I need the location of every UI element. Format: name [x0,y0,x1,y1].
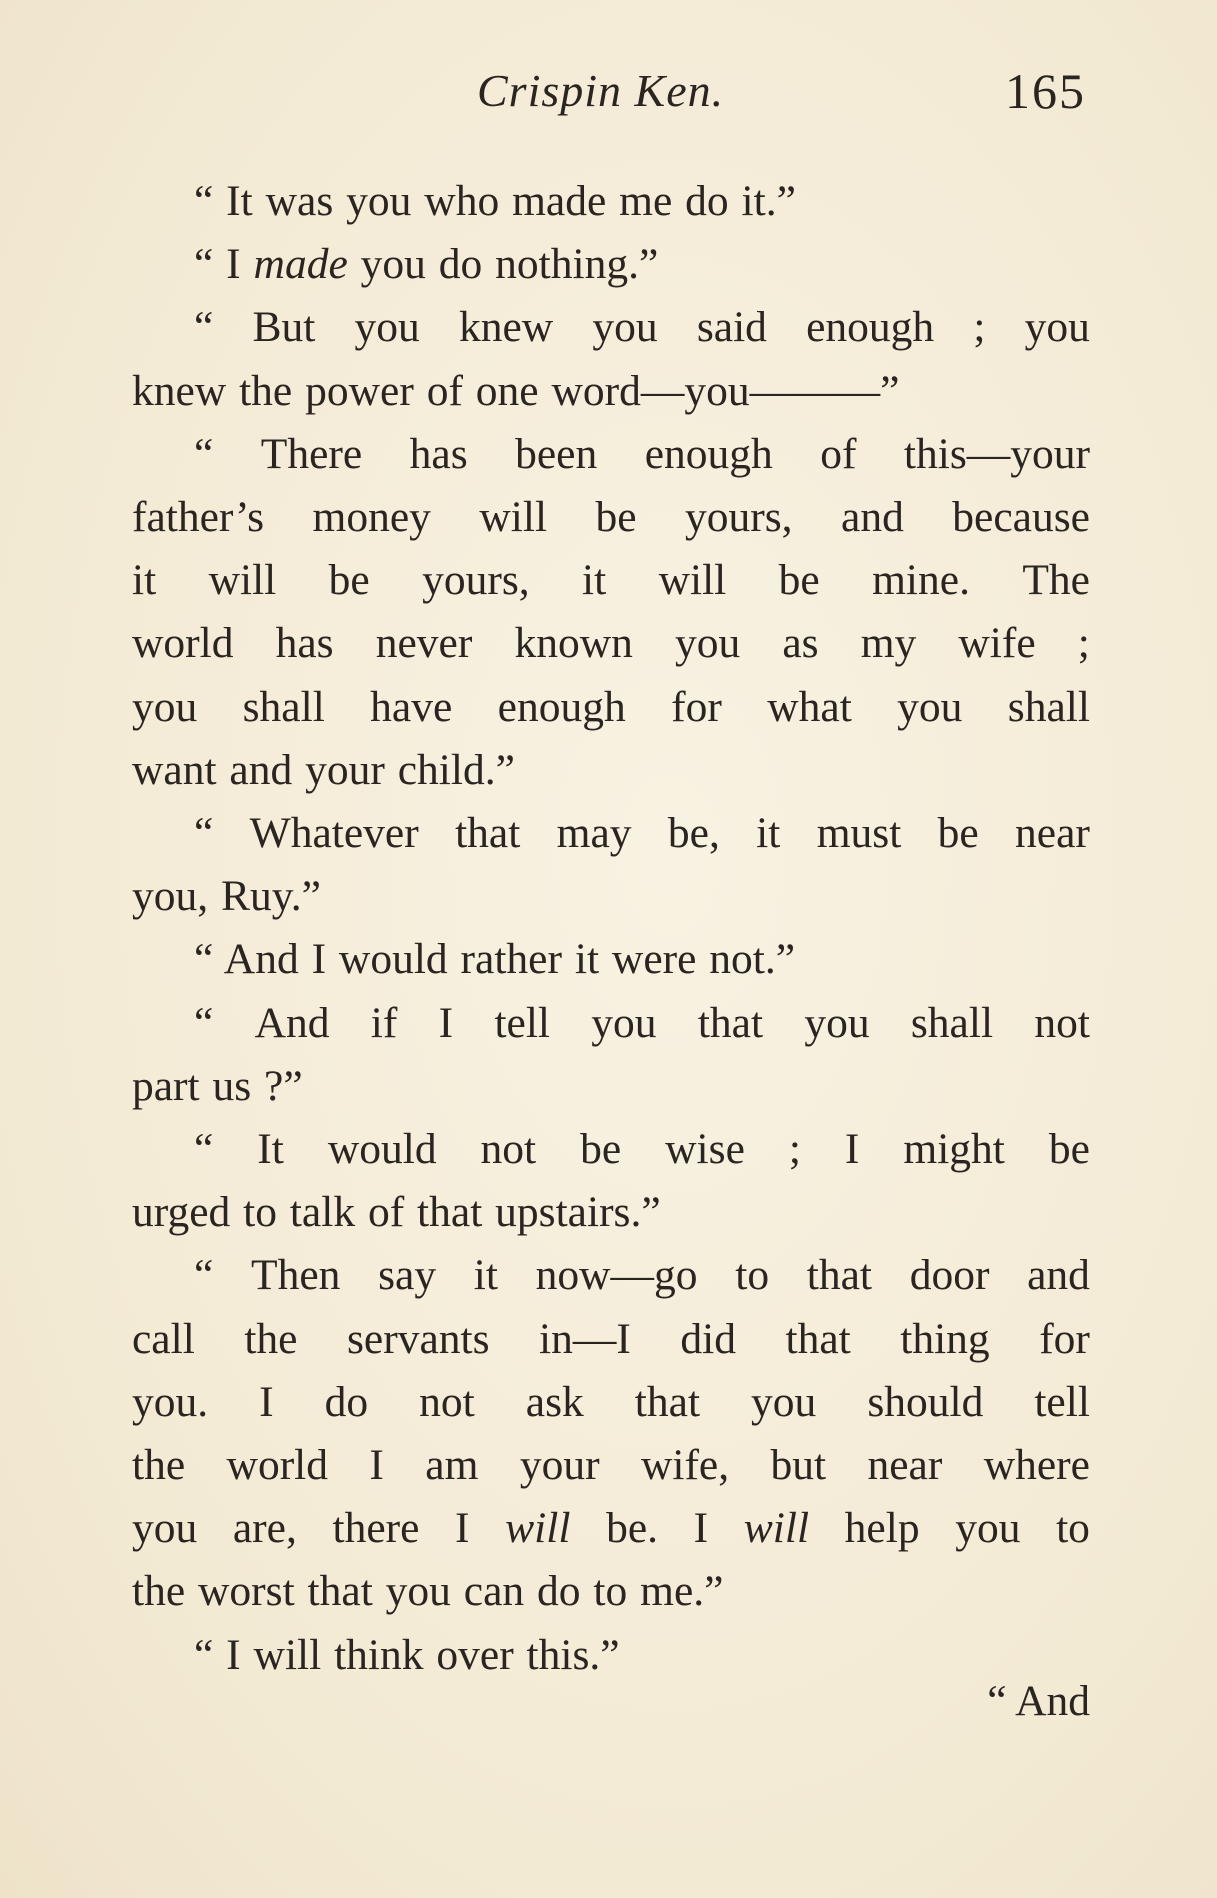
word: will [479,493,548,542]
word: to [1056,1504,1090,1553]
word: the [244,1314,298,1363]
word: that [634,1377,701,1426]
word: be [328,556,370,605]
word: you [955,1504,1021,1553]
text-line [132,1497,1090,1560]
text-line [132,1055,1090,1118]
line-text: “ I will think over this.” [194,1630,620,1679]
word: you [751,1377,817,1426]
word: that [697,998,764,1047]
word: knew [458,303,554,352]
text-line [132,1244,1090,1307]
word: ; [973,303,986,352]
word: if [370,998,398,1047]
page-number: 165 [1005,63,1086,119]
line-text: want and your child.” [132,745,515,794]
word: I [438,998,454,1047]
text-line [132,1434,1090,1497]
word: not [419,1377,475,1426]
text-line [132,486,1090,549]
word: world [132,619,234,668]
word: call [132,1314,195,1363]
line-text: “ I made you do nothing.” [194,240,659,289]
line-text: “ And I would rather it were not.” [194,935,796,984]
word: be [580,1125,622,1174]
text-line [132,802,1090,865]
word: the [132,1441,186,1490]
word: tell [494,998,551,1047]
word: shall [242,682,325,731]
text-line [132,676,1090,739]
word: it [756,809,781,858]
line-text: urged to talk of that upstairs.” [132,1188,661,1237]
word: be. [606,1504,659,1553]
text-line [132,1624,1090,1687]
text-line [132,549,1090,612]
word: enough [644,429,773,478]
word: that [806,1251,872,1300]
word: “ [194,998,214,1047]
word: that [785,1314,851,1363]
word: And [254,998,330,1047]
word: known [514,619,633,668]
word: world [226,1441,329,1490]
word: “ [194,1125,214,1174]
text-line [132,865,1090,928]
word: will [505,1504,571,1553]
text-line [132,360,1090,423]
word: I [369,1441,384,1490]
word: you [897,682,963,731]
word: you [591,998,657,1047]
word: I [259,1377,274,1426]
word: may [556,809,632,858]
text-line [132,1118,1090,1181]
word: be [937,809,979,858]
text-line [132,423,1090,486]
text-line [132,992,1090,1055]
word: has [275,619,334,668]
word: do [324,1377,369,1426]
word: you. [132,1377,209,1426]
running-title: Crispin Ken. [477,65,725,116]
word: shall [1007,682,1090,731]
word: servants [346,1314,490,1363]
word: near [1015,809,1090,858]
word: wife [958,619,1036,668]
word: will [658,556,727,605]
word: wife, [640,1441,730,1490]
word: yours, [422,556,530,605]
word: to [735,1251,770,1300]
word: never [375,619,473,668]
word: yours, [685,493,793,542]
word: been [515,429,598,478]
word: Whatever [249,809,419,858]
word: mine. [872,556,970,605]
word: and [841,493,904,542]
word: you [674,619,741,668]
text-line [132,739,1090,802]
word: say [378,1251,437,1300]
word: not [1034,998,1090,1047]
word: I [693,1504,709,1553]
word: “ [194,809,214,858]
word: you [354,303,420,352]
text-line [132,1560,1090,1623]
word: you [804,998,870,1047]
word: and [1027,1251,1090,1300]
text-line [132,1371,1090,1434]
word: enough [806,303,935,352]
word: has [409,429,468,478]
word: for [1039,1314,1090,1363]
line-text: you, Ruy.” [132,872,321,921]
word: But [252,303,316,352]
word: enough [497,682,626,731]
word: ; [788,1125,801,1174]
word: but [770,1441,827,1490]
word: shall [910,998,994,1047]
word: “ [194,1251,214,1300]
text-line [132,233,1090,296]
word: help [844,1504,920,1553]
word: Then [251,1251,341,1300]
word: will [743,1504,810,1553]
word: father’s [132,493,265,542]
word: you [1024,303,1090,352]
word: money [312,493,431,542]
word: what [767,682,852,731]
text-line [132,612,1090,675]
line-text: the worst that you can do to me.” [132,1567,724,1616]
word: where [983,1441,1090,1490]
body-text [132,170,1090,1687]
line-text: “ It was you who made me do it.” [194,177,796,225]
word: wise [665,1125,745,1174]
word: it [132,556,157,605]
word: you [592,303,658,352]
word: tell [1034,1377,1090,1426]
text-line [132,928,1090,991]
word: your [519,1441,600,1490]
word: be [1048,1125,1090,1174]
word: must [816,809,902,858]
word: my [860,619,917,668]
word: have [370,682,453,731]
word: near [867,1441,943,1490]
word: will [208,556,277,605]
word: there [332,1504,420,1553]
word: it [473,1251,498,1300]
word: be [778,556,820,605]
word: would [327,1125,437,1174]
word: ask [525,1377,584,1426]
text-line [132,170,1090,233]
text-line [132,296,1090,359]
word: The [1022,556,1090,605]
word: I [455,1504,470,1553]
word: now—go [535,1251,698,1300]
word: should [867,1377,984,1426]
text-line [132,1308,1090,1371]
word: I [844,1125,860,1174]
line-text: knew the power of one word—you———” [132,366,900,415]
word: this—your [903,429,1090,478]
word: not [480,1125,537,1174]
word: are, [232,1504,297,1553]
word: might [903,1125,1005,1174]
word: of [820,429,857,478]
word: said [696,303,767,352]
word: be [595,493,637,542]
word: that [455,809,521,858]
word: It [257,1125,284,1174]
word: thing [900,1314,990,1363]
word: for [671,682,722,731]
word: “ [194,303,214,352]
catchword: “ And [987,1677,1090,1725]
line-text: part us ?” [132,1061,303,1110]
word: because [952,493,1090,542]
word: you [132,1504,198,1553]
word: as [782,619,819,668]
word: door [909,1251,990,1300]
word: There [260,429,363,478]
word: “ [194,429,214,478]
word: it [582,556,607,605]
word: you [132,682,198,731]
word: be, [667,809,720,858]
word: in—I [539,1314,631,1363]
text-line [132,1181,1090,1244]
running-head [132,58,1090,128]
word: ; [1077,619,1090,668]
word: did [680,1314,736,1363]
word: am [425,1441,479,1490]
